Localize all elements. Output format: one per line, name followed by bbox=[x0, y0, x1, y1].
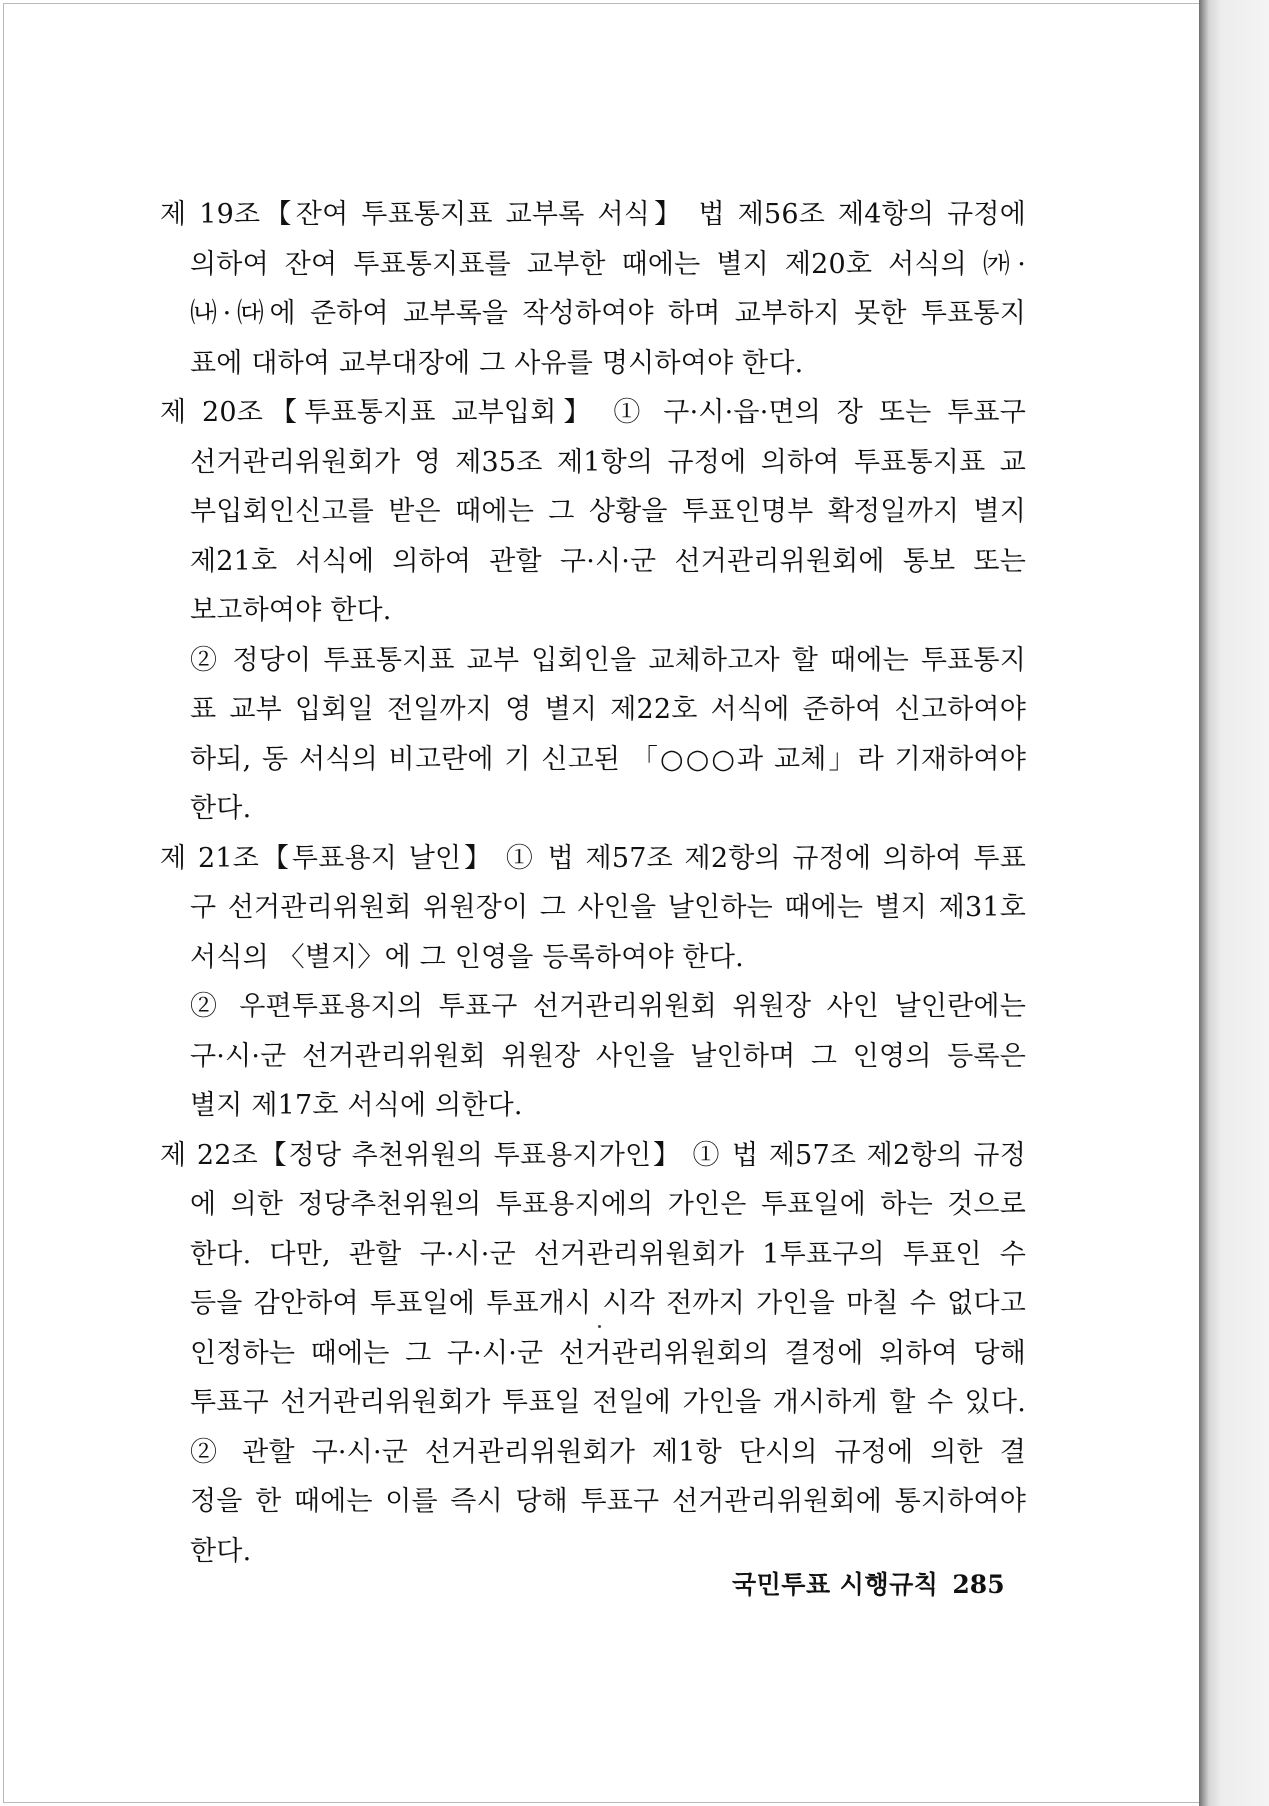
text-line: 서식의 〈별지〉에 그 인영을 등록하여야 한다. bbox=[190, 941, 744, 973]
text-line: 등을 감안하여 투표일에 투표개시 시각 전까지 가인을 마칠 수 없다고 bbox=[190, 1288, 1026, 1319]
text-line: 선거관리위원회가 영 제35조 제1항의 규정에 의하여 투표통지표 교 bbox=[190, 446, 1026, 478]
text-line: 정을 한 때에는 이를 즉시 당해 투표구 선거관리위원회에 통지하여야 bbox=[190, 1486, 1026, 1517]
page-footer bbox=[732, 1570, 1005, 1600]
text-line: 의하여 잔여 투표통지표를 교부한 때에는 별지 제20호 서식의 ㈎· bbox=[190, 248, 1026, 280]
text-line: 부입회인신고를 받은 때에는 그 상황을 투표인명부 확정일까지 별지 bbox=[190, 496, 1026, 527]
text-line: 에 의한 정당추천위원의 투표용지에의 가인은 투표일에 하는 것으로 bbox=[190, 1189, 1026, 1220]
text-line: 제 20조【투표통지표 교부입회】 ① 구·시·읍·면의 장 또는 투표구 bbox=[160, 397, 1026, 428]
page-number: 285 bbox=[952, 1570, 1005, 1599]
article-21 bbox=[160, 834, 1026, 1131]
text-line: 제21호 서식에 의하여 관할 구·시·군 선거관리위원회에 통보 또는 bbox=[190, 545, 1026, 577]
running-title: 국민투표 시행규칙 bbox=[732, 1570, 939, 1599]
text-line: 한다. bbox=[190, 1535, 252, 1567]
page-body bbox=[160, 190, 1026, 1576]
text-line: 인정하는 때에는 그 구·시·군 선거관리위원회의 결정에 의하여 당해 bbox=[190, 1337, 1026, 1369]
text-line: ② 우편투표용지의 투표구 선거관리위원회 위원장 사인 날인란에는 bbox=[190, 991, 1026, 1022]
article-19 bbox=[160, 190, 1026, 388]
text-line: 제 22조【정당 추천위원의 투표용지가인】 ① 법 제57조 제2항의 규정 bbox=[160, 1139, 1026, 1171]
text-line: ② 관할 구·시·군 선거관리위원회가 제1항 단시의 규정에 의한 결 bbox=[190, 1436, 1026, 1468]
text-line: 제 21조【투표용지 날인】 ① 법 제57조 제2항의 규정에 의하여 투표 bbox=[160, 842, 1026, 874]
text-line: 보고하여야 한다. bbox=[190, 595, 392, 626]
text-line: 제 19조【잔여 투표통지표 교부록 서식】 법 제56조 제4항의 규정에 bbox=[160, 199, 1026, 230]
text-line: 표에 대하여 교부대장에 그 사유를 명시하여야 한다. bbox=[190, 347, 804, 379]
text-line: 표 교부 입회일 전일까지 영 별지 제22호 서식에 준하여 신고하여야 bbox=[190, 694, 1026, 725]
article-20 bbox=[160, 388, 1026, 834]
text-line: 한다. bbox=[190, 793, 252, 824]
text-line: 하되, 동 서식의 비고란에 기 신고된 「○○○과 교체」라 기재하여야 bbox=[190, 743, 1026, 775]
text-line: 구 선거관리위원회 위원장이 그 사인을 날인하는 때에는 별지 제31호 bbox=[190, 892, 1026, 923]
text-line: 한다. 다만, 관할 구·시·군 선거관리위원회가 1투표구의 투표인 수 bbox=[190, 1238, 1026, 1270]
viewer-right-gutter bbox=[1199, 0, 1269, 1806]
text-line: ㈏·㈐에 준하여 교부록을 작성하여야 하며 교부하지 못한 투표통지 bbox=[190, 298, 1026, 329]
text-line: ② 정당이 투표통지표 교부 입회인을 교체하고자 할 때에는 투표통지 bbox=[190, 644, 1026, 676]
text-line: 투표구 선거관리위원회가 투표일 전일에 가인을 개시하게 할 수 있다. bbox=[190, 1387, 1026, 1418]
text-line: 별지 제17호 서식에 의한다. bbox=[190, 1090, 523, 1121]
text-line: 구·시·군 선거관리위원회 위원장 사인을 날인하며 그 인영의 등록은 bbox=[190, 1040, 1026, 1072]
article-22 bbox=[160, 1131, 1026, 1577]
